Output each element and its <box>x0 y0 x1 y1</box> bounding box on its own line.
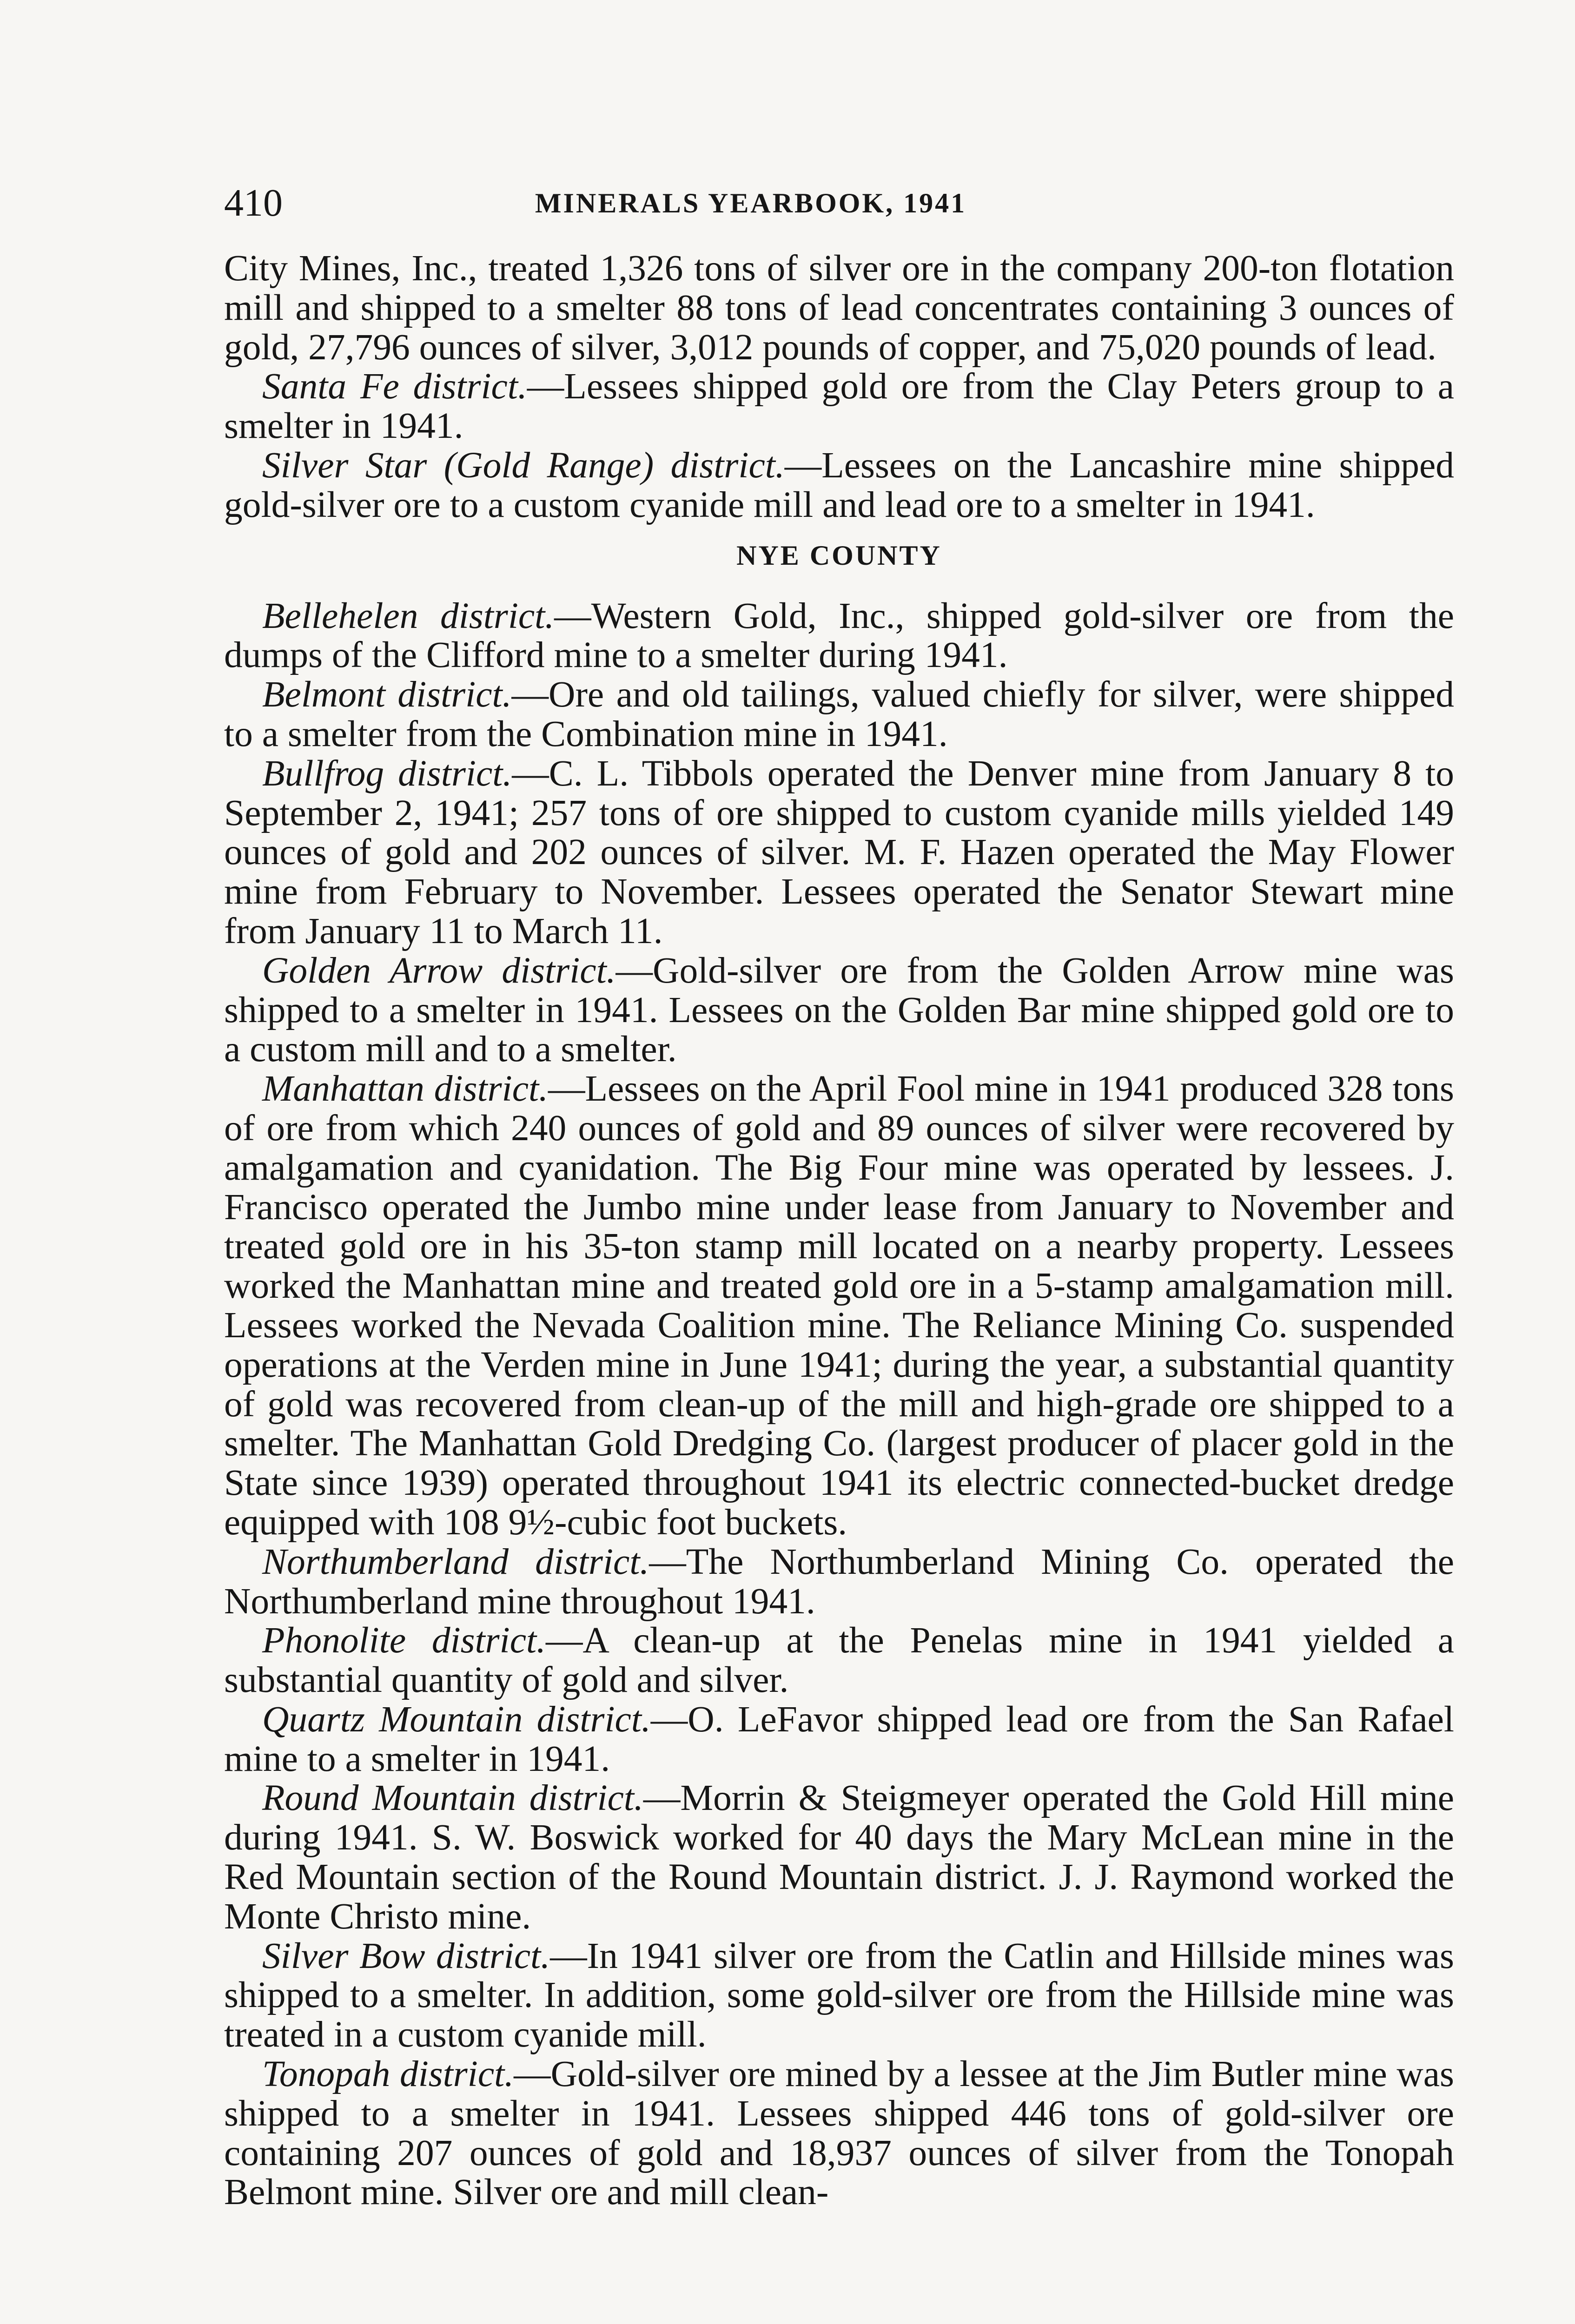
page-number: 410 <box>224 181 283 224</box>
district-text: —In 1941 silver ore from the Catlin and Hillside mines was shipped to a smelter. In addition, some gold-silver ore from the Hillside mine was treated in a custom cyanide mill. <box>224 1935 1454 2055</box>
district-name: Belmont district. <box>262 674 512 715</box>
district-paragraph <box>224 1700 1454 1779</box>
district-name: Santa Fe district. <box>262 366 527 407</box>
section-heading: NYE COUNTY <box>736 540 942 571</box>
district-name: Quartz Mountain district. <box>262 1698 651 1740</box>
district-text: —Gold-silver ore from the Golden Arrow mine was shipped to a smelter in 1941. Lessees on the Golden Bar mine shipped gold ore to a custom mill and to a smelter. <box>224 950 1454 1070</box>
district-name: Bellehelen district. <box>262 595 555 636</box>
district-name: Round Mountain district. <box>262 1777 643 1819</box>
district-paragraph <box>224 1778 1454 1936</box>
district-text: —Lessees on the April Fool mine in 1941 produced 328 tons of ore from which 240 ounces of gold and 89 ounces of silver were recovered by amalgamation and cyanidation. The Big Four mine was operated by lessees. J. Francisco operated the Jumbo mine under lease from January to November and treated gold ore in his 35-ton stamp mill located on a nearby property. Lessees worked the Manhattan mine and treated gold ore in a 5-stamp amalgamation mill. Lessees worked the Nevada Coalition mine. The Reliance Mining Co. suspended operations at the Verden mine in June 1941; during the year, a substantial quantity of gold was recovered from clean-up of the mill and high-grade ore shipped to a smelter. The Manhattan Gold Dredging Co. (largest producer of placer gold in the State since 1939) operated throughout 1941 its electric connected-bucket dredge equipped with 108 9½-cubic foot buckets. <box>224 1068 1454 1543</box>
district-name: Manhattan district. <box>262 1068 548 1109</box>
district-text: —Morrin & Steigmeyer operated the Gold Hill mine during 1941. S. W. Boswick worked for 40 days the Mary McLean mine in the Red Mountain section of the Round Mountain district. J. J. Raymond worked the Monte Christo mine. <box>224 1777 1454 1937</box>
page-header <box>224 178 1454 229</box>
district-name: Golden Arrow district. <box>262 950 616 991</box>
district-paragraph <box>224 754 1454 951</box>
district-name: Northumberland district. <box>262 1541 649 1582</box>
district-name: Phonolite district. <box>262 1620 546 1661</box>
district-paragraph <box>224 951 1454 1069</box>
district-paragraph <box>224 596 1454 675</box>
district-paragraph <box>224 1542 1454 1621</box>
district-paragraph <box>224 675 1454 754</box>
district-paragraph <box>224 367 1454 446</box>
district-name: Tonopah district. <box>262 2053 514 2095</box>
district-text: —The Northumberland Mining Co. operated the Northumberland mine throughout 1941. <box>224 1541 1454 1622</box>
body-text <box>224 249 1454 2212</box>
district-paragraph <box>224 1936 1454 2054</box>
district-paragraph <box>224 446 1454 525</box>
district-paragraph <box>224 1621 1454 1700</box>
district-name: Silver Star (Gold Range) district. <box>262 444 785 486</box>
district-name: Silver Bow district. <box>262 1935 550 1976</box>
district-name: Bullfrog district. <box>262 753 512 794</box>
district-text: —Lessees on the Lancashire mine shipped gold-silver ore to a custom cyanide mill and lead ore to a smelter in 1941. <box>224 444 1454 525</box>
running-title: MINERALS YEARBOOK, 1941 <box>535 188 967 218</box>
district-text: —Lessees shipped gold ore from the Clay Peters group to a smelter in 1941. <box>224 366 1454 447</box>
district-text: —C. L. Tibbols operated the Denver mine from January 8 to September 2, 1941; 257 tons of ore shipped to custom cyanide mills yielded 149 ounces of gold and 202 ounces of silver. M. F. Hazen operated the May Flower mine from February to November. Lessees operated the Senator Stewart mine from January 11 to March 11. <box>224 753 1454 951</box>
continuation-paragraph: City Mines, Inc., treated 1,326 tons of silver ore in the company 200-ton flotation mill and shipped to a smelter 88 tons of lead concentrates containing 3 ounces of gold, 27,796 ounces of silver, 3,012 pounds of copper, and 75,020 pounds of lead. <box>224 248 1454 368</box>
district-paragraph <box>224 2054 1454 2212</box>
district-text: —Western Gold, Inc., shipped gold-silver ore from the dumps of the Clifford mine to a smelter during 1941. <box>224 595 1454 676</box>
district-text: —A clean-up at the Penelas mine in 1941 yielded a substantial quantity of gold and silver. <box>224 1620 1455 1701</box>
district-paragraph <box>224 1069 1454 1542</box>
district-text: —Ore and old tailings, valued chiefly for silver, were shipped to a smelter from the Combination mine in 1941. <box>224 674 1454 754</box>
district-text: —O. LeFavor shipped lead ore from the San Rafael mine to a smelter in 1941. <box>224 1698 1454 1779</box>
district-text: —Gold-silver ore mined by a lessee at the Jim Butler mine was shipped to a smelter in 1941. Lessees shipped 446 tons of gold-silver ore containing 207 ounces of gold and 18,937 ounces of silver from the Tonopah Belmont mine. Silver ore and mill clean- <box>224 2053 1454 2213</box>
